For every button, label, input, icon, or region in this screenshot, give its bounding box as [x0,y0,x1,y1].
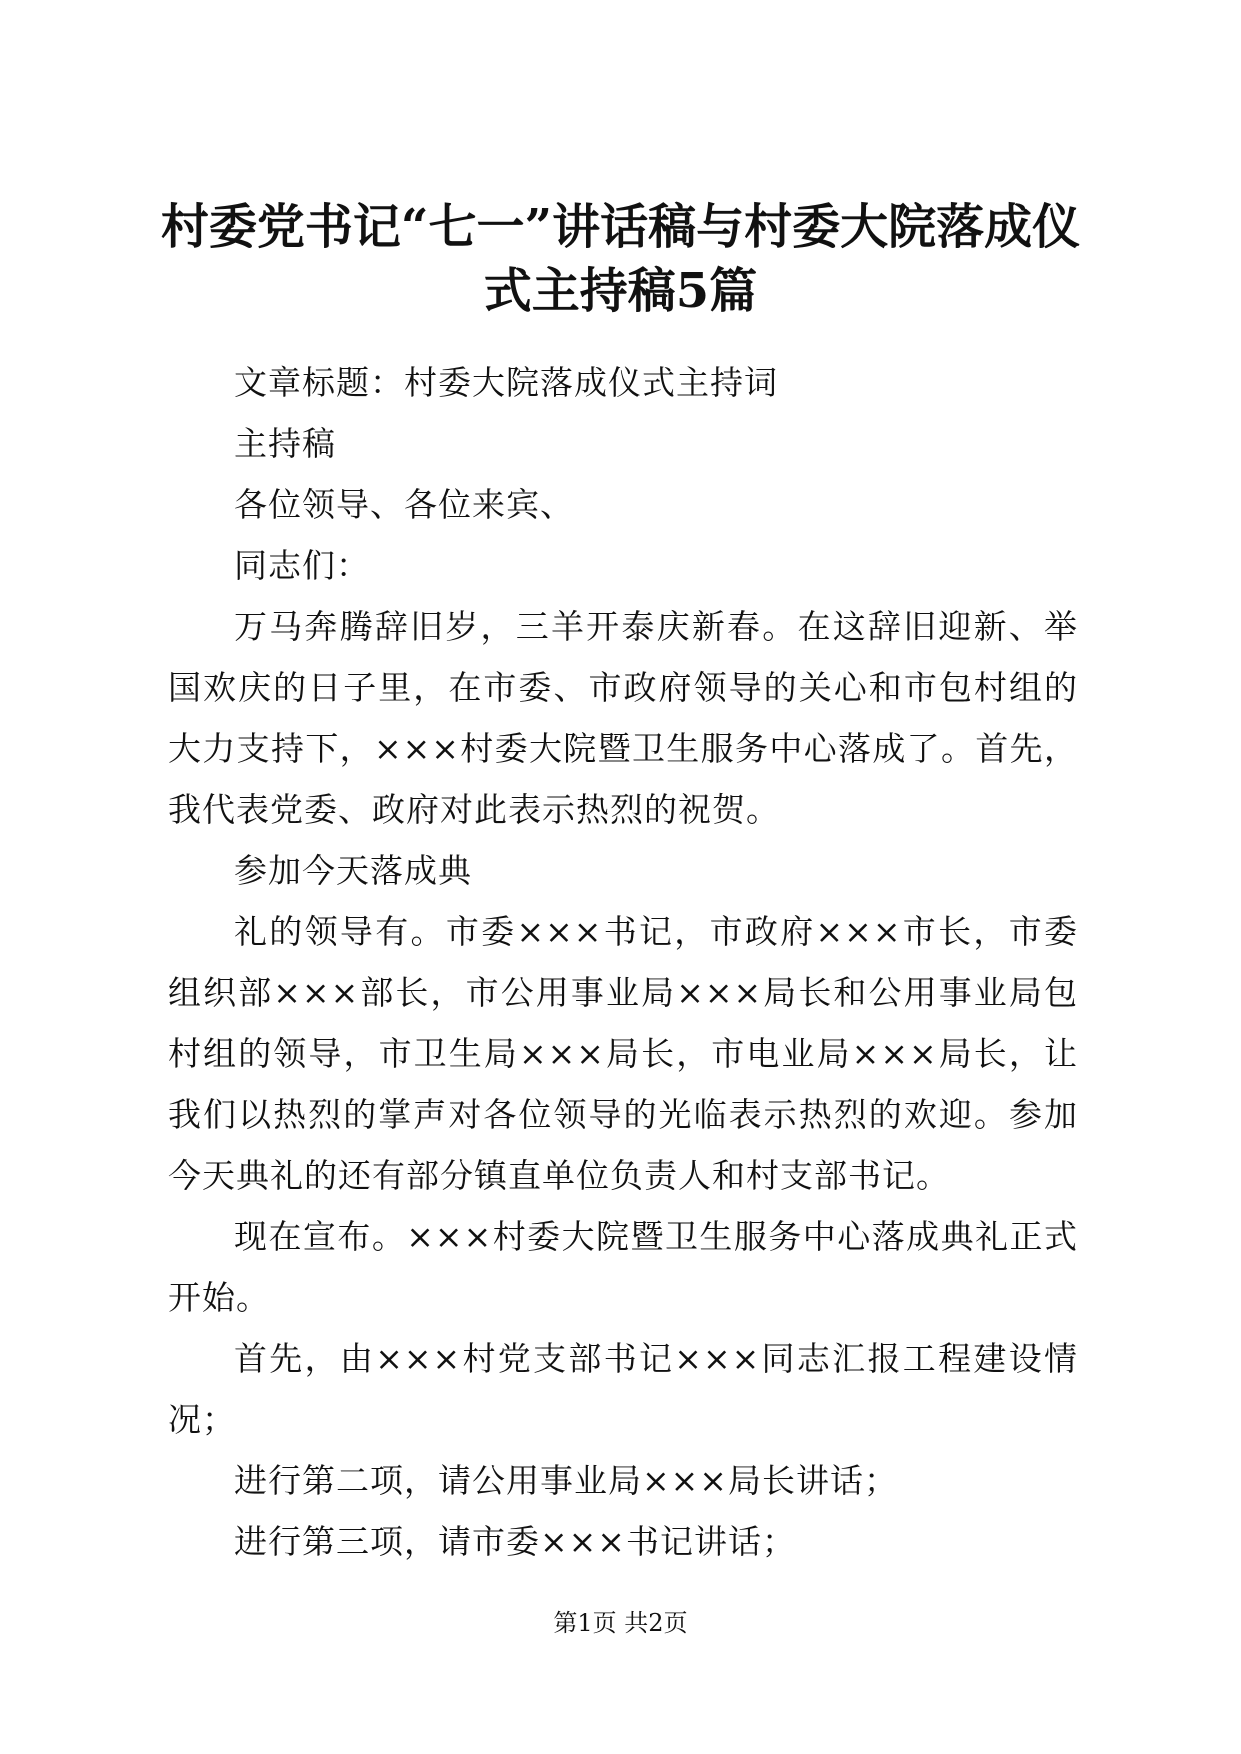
page-number-footer: 第1页 共2页 [553,1609,688,1637]
paragraph-item-one: 首先，由×××村党支部书记×××同志汇报工程建设情况； [168,1339,1078,1439]
paragraph-article-title: 文章标题：村委大院落成仪式主持词 [234,363,778,402]
paragraph-greeting: 各位领导、各位来宾、 [234,485,574,524]
paragraph-attendees-list: 礼的领导有。市委×××书记，市政府×××市长，市委组织部×××部长，市公用事业局×××局长和公用事业局包村组的领导，市卫生局×××局长，市电业局×××局长，让我们以热烈的掌声对各位领导的光临表示热烈的欢迎。参加今天典礼的还有部分镇直单位负责人和村支部书记。 [168,912,1078,1195]
document-body [168,352,1078,1572]
paragraph-announcement: 现在宣布。×××村委大院暨卫生服务中心落成典礼正式开始。 [168,1217,1078,1317]
paragraph-opening: 万马奔腾辞旧岁，三羊开泰庆新春。在这辞旧迎新、举国欢庆的日子里，在市委、市政府领导的关心和市包村组的大力支持下，×××村委大院暨卫生服务中心落成了。首先，我代表党委、政府对此表示热烈的祝贺。 [168,607,1078,829]
paragraph-host-script: 主持稿 [234,424,336,463]
paragraph-attendees-intro: 参加今天落成典 [234,851,472,890]
paragraph-comrades: 同志们： [234,546,370,585]
document-title: 村委党书记“七一”讲话稿与村委大院落成仪式主持稿5篇 [160,199,1081,319]
paragraph-item-three: 进行第三项，请市委×××书记讲话； [234,1522,796,1561]
paragraph-item-two: 进行第二项，请公用事业局×××局长讲话； [234,1461,898,1500]
